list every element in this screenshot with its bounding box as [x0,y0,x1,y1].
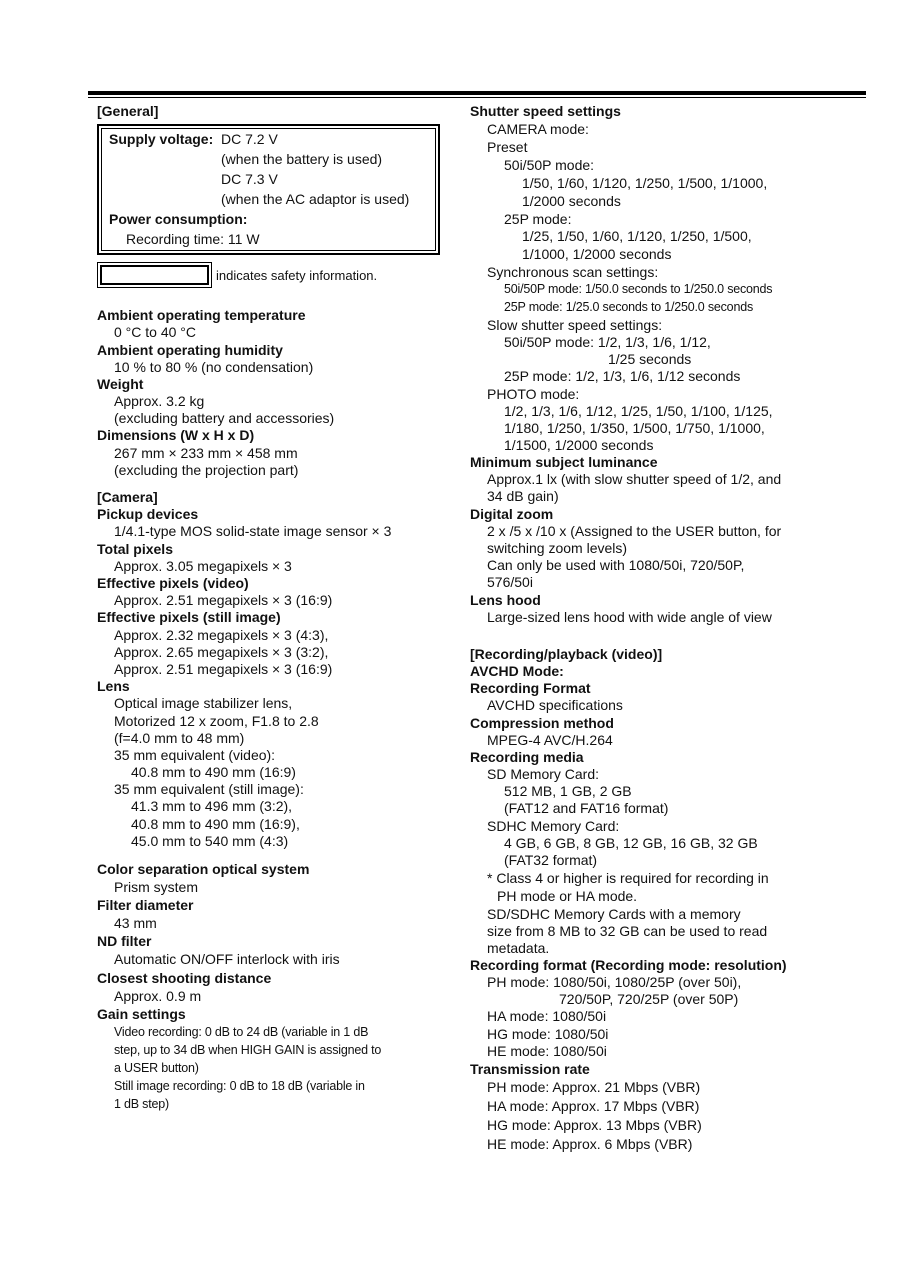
right-text-line: Can only be used with 1080/50i, 720/50P, [487,557,745,573]
left-text-line: Video recording: 0 dB to 24 dB (variable in 1 dB [114,1025,369,1039]
right-text-line: 1/1500, 1/2000 seconds [504,437,654,453]
header-rule-thin [88,97,866,98]
left-text-line: Still image recording: 0 dB to 18 dB (variable in [114,1079,365,1093]
right-text-line: SD Memory Card: [487,766,600,782]
right-text-line: HG mode: 1080/50i [487,1026,609,1042]
left-heading: Dimensions (W x H x D) [97,427,255,443]
left-text-line: (f=4.0 mm to 48 mm) [114,730,245,746]
right-text-line: * Class 4 or higher is required for recording in [487,870,769,886]
right-text-line: 4 GB, 6 GB, 8 GB, 12 GB, 16 GB, 32 GB [504,835,758,851]
left-heading: Ambient operating temperature [97,307,306,323]
left-text-line: (when the AC adaptor is used) [221,191,410,207]
right-text-line: 1/2, 1/3, 1/6, 1/12, 1/25, 1/50, 1/100, 1/125, [504,403,773,419]
right-text-line: PH mode or HA mode. [497,888,638,904]
left-text-line: 0 °C to 40 °C [114,324,197,340]
left-heading: Total pixels [97,541,173,557]
left-text-line: 43 mm [114,915,157,931]
left-heading: [General] [97,103,159,119]
left-text-line: 1/4.1-type MOS solid-state image sensor × 3 [114,523,392,539]
right-text-line: HG mode: Approx. 13 Mbps (VBR) [487,1117,702,1133]
left-heading: Power consumption: [109,211,248,227]
right-text-line: CAMERA mode: [487,121,589,137]
right-heading: [Recording/playback (video)] [470,646,663,662]
left-heading: Pickup devices [97,506,199,522]
right-heading: Recording format (Recording mode: resolution) [470,957,787,973]
left-text-line: Automatic ON/OFF interlock with iris [114,951,340,967]
right-text-line: 720/50P, 720/25P (over 50P) [559,991,739,1007]
left-text-line: a USER button) [114,1061,199,1075]
left-text-line: 40.8 mm to 490 mm (16:9), [131,816,300,832]
left-heading: Supply voltage: [109,131,214,147]
left-text-line: 10 % to 80 % (no condensation) [114,359,314,375]
left-heading: Gain settings [97,1006,186,1022]
safety-legend-box-inner [100,265,209,285]
right-heading: Transmission rate [470,1061,590,1077]
right-heading: Recording Format [470,680,591,696]
left-text-line: Approx. 3.2 kg [114,393,205,409]
right-heading: Minimum subject luminance [470,454,658,470]
left-text-line: Motorized 12 x zoom, F1.8 to 2.8 [114,713,319,729]
left-text-line: Approx. 2.65 megapixels × 3 (3:2), [114,644,329,660]
left-text-line: Approx. 2.51 megapixels × 3 (16:9) [114,592,333,608]
right-text-line: MPEG-4 AVC/H.264 [487,732,613,748]
right-heading: AVCHD Mode: [470,663,564,679]
right-heading: Digital zoom [470,506,554,522]
right-text-line: 25P mode: 1/2, 1/3, 1/6, 1/12 seconds [504,368,741,384]
right-text-line: (FAT12 and FAT16 format) [504,800,669,816]
left-text-line: 35 mm equivalent (video): [114,747,276,763]
left-text-line: (excluding battery and accessories) [114,410,335,426]
right-text-line: 1/1000, 1/2000 seconds [522,246,672,262]
left-text-line: step, up to 34 dB when HIGH GAIN is assigned to [114,1043,382,1057]
left-text-line: 41.3 mm to 496 mm (3:2), [131,798,293,814]
right-text-line: 512 MB, 1 GB, 2 GB [504,783,632,799]
right-text-line: 1/2000 seconds [522,193,621,209]
right-text-line: PH mode: Approx. 21 Mbps (VBR) [487,1079,701,1095]
right-text-line: 2 x /5 x /10 x (Assigned to the USER button, for [487,523,782,539]
right-text-line: 1/25 seconds [608,351,692,367]
left-heading: Effective pixels (still image) [97,609,281,625]
right-text-line: PHOTO mode: [487,386,580,402]
right-text-line: 25P mode: 1/25.0 seconds to 1/250.0 seconds [504,300,753,314]
left-heading: Lens [97,678,130,694]
right-text-line: SDHC Memory Card: [487,818,620,834]
left-text-line: Approx. 2.51 megapixels × 3 (16:9) [114,661,333,677]
right-text-line: 1/180, 1/250, 1/350, 1/500, 1/750, 1/1000, [504,420,765,436]
right-text-line: AVCHD specifications [487,697,623,713]
left-text-line: indicates safety information. [216,268,378,283]
right-text-line: 50i/50P mode: 1/50.0 seconds to 1/250.0 seconds [504,282,773,296]
right-heading: Shutter speed settings [470,103,621,119]
left-heading: ND filter [97,933,152,949]
right-text-line: metadata. [487,940,550,956]
left-text-line: 40.8 mm to 490 mm (16:9) [131,764,296,780]
left-text-line: DC 7.3 V [221,171,278,187]
left-text-line: Approx. 2.32 megapixels × 3 (4:3), [114,627,329,643]
right-text-line: 25P mode: [504,211,572,227]
left-heading: Effective pixels (video) [97,575,249,591]
right-heading: Lens hood [470,592,541,608]
right-text-line: Approx.1 lx (with slow shutter speed of 1/2, and [487,471,782,487]
right-text-line: 576/50i [487,574,533,590]
left-text-line: Prism system [114,879,198,895]
left-text-line: (when the battery is used) [221,151,383,167]
right-text-line: HA mode: 1080/50i [487,1008,607,1024]
left-text-line: (excluding the projection part) [114,462,299,478]
header-rule [88,91,866,95]
right-text-line: 50i/50P mode: 1/2, 1/3, 1/6, 1/12, [504,334,711,350]
left-text-line: Optical image stabilizer lens, [114,695,293,711]
right-text-line: HE mode: 1080/50i [487,1043,607,1059]
left-text-line: Recording time: 11 W [126,231,260,247]
right-text-line: 34 dB gain) [487,488,559,504]
right-text-line: SD/SDHC Memory Cards with a memory [487,906,741,922]
right-text-line: size from 8 MB to 32 GB can be used to read [487,923,768,939]
left-text-line: 45.0 mm to 540 mm (4:3) [131,833,289,849]
right-text-line: 50i/50P mode: [504,157,595,173]
left-text-line: 1 dB step) [114,1097,169,1111]
left-text-line: DC 7.2 V [221,131,278,147]
right-heading: Recording media [470,749,584,765]
left-text-line: Approx. 3.05 megapixels × 3 [114,558,292,574]
right-text-line: HA mode: Approx. 17 Mbps (VBR) [487,1098,700,1114]
left-heading: Ambient operating humidity [97,342,283,358]
left-heading: Filter diameter [97,897,194,913]
left-text-line: 267 mm × 233 mm × 458 mm [114,445,298,461]
right-text-line: switching zoom levels) [487,540,628,556]
right-text-line: HE mode: Approx. 6 Mbps (VBR) [487,1136,693,1152]
left-text-line: 35 mm equivalent (still image): [114,781,304,797]
left-heading: [Camera] [97,489,158,505]
left-text-line: Approx. 0.9 m [114,988,202,1004]
right-text-line: Synchronous scan settings: [487,264,659,280]
left-heading: Closest shooting distance [97,970,272,986]
left-heading: Weight [97,376,144,392]
left-heading: Color separation optical system [97,861,310,877]
right-text-line: Preset [487,139,528,155]
right-text-line: Large-sized lens hood with wide angle of view [487,609,772,625]
right-text-line: (FAT32 format) [504,852,598,868]
right-text-line: 1/50, 1/60, 1/120, 1/250, 1/500, 1/1000, [522,175,768,191]
right-text-line: 1/25, 1/50, 1/60, 1/120, 1/250, 1/500, [522,228,752,244]
right-text-line: Slow shutter speed settings: [487,317,663,333]
right-text-line: PH mode: 1080/50i, 1080/25P (over 50i), [487,974,742,990]
right-heading: Compression method [470,715,614,731]
